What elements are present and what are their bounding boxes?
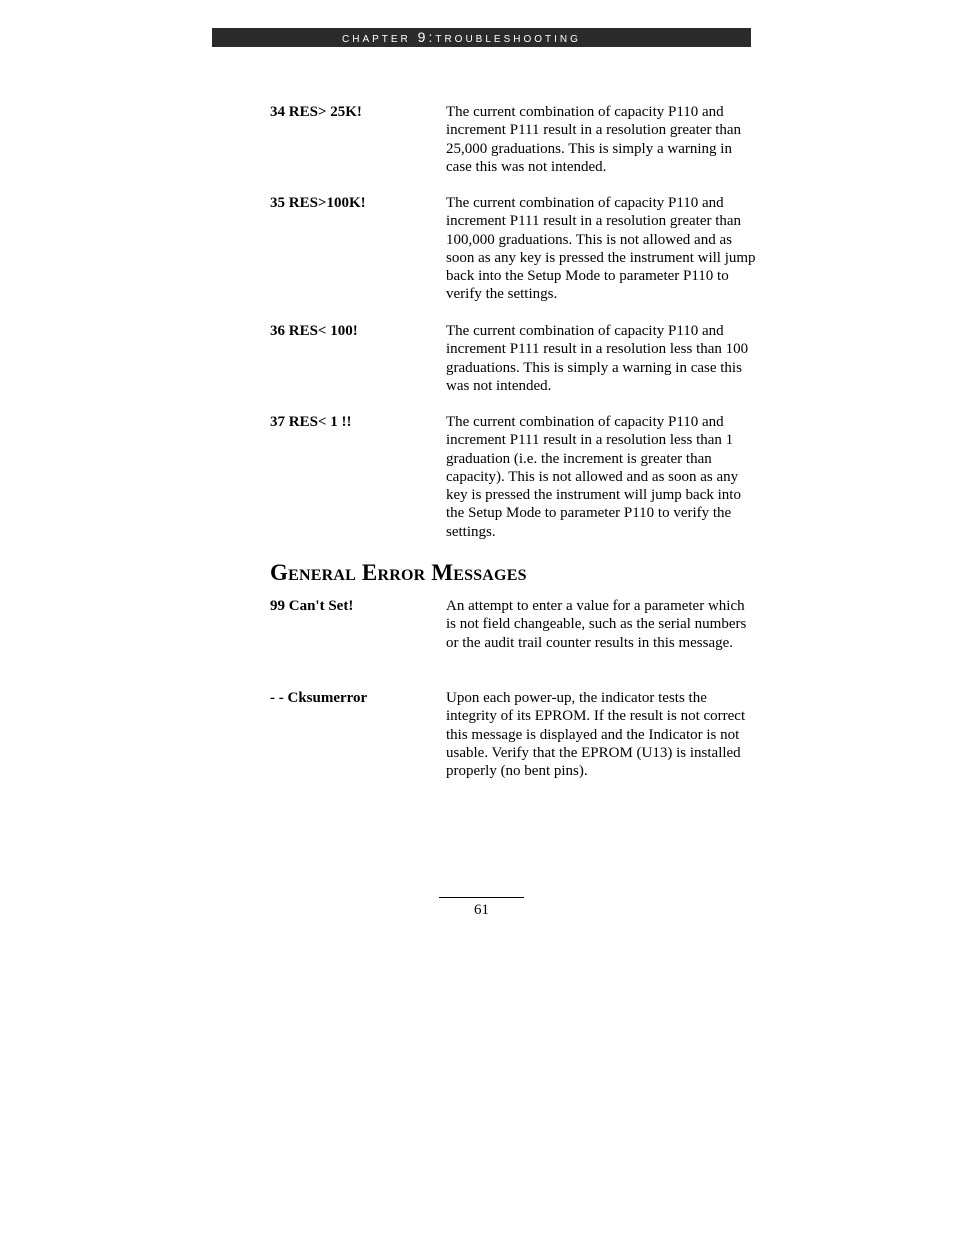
section-heading-general-errors: General Error Messages: [270, 560, 527, 585]
error-description: The current combination of capacity P110 and increment P111 result in a resolution less than 100 graduations. This is simply a warning in case this was not intended.: [446, 323, 749, 394]
error-description: Upon each power-up, the indicator tests the integrity of its EPROM. If the result is not correct this message is displayed and the Indicator is not usable. Verify that the EPROM (U13) is installed properly (no bent pins).: [446, 690, 746, 780]
error-code: 36 RES< 100!: [270, 323, 358, 339]
error-code: 37 RES< 1 !!: [270, 414, 352, 430]
error-description: An attempt to enter a value for a parameter which is not field changeable, such as the serial numbers or the audit trail counter results in this message.: [446, 598, 747, 651]
error-code: 99 Can't Set!: [270, 598, 354, 614]
footer-divider: [439, 897, 524, 898]
error-code: - - Cksumerror: [270, 690, 368, 706]
chapter-header-bar: [212, 28, 751, 47]
error-description: The current combination of capacity P110 and increment P111 result in a resolution greater than 100,000 graduations. This is not allowed and as soon as any key is pressed the instrument will jump back into the Setup Mode to parameter P110 to verify the settings.: [446, 195, 756, 303]
error-description: The current combination of capacity P110 and increment P111 result in a resolution less than 1 graduation (i.e. the increment is greater than capacity). This is not allowed and as soon as any key is pressed the instrument will jump back into the Setup Mode to parameter P110 to verify the settings.: [446, 414, 741, 540]
page-number: 61: [474, 902, 489, 918]
chapter-header-title: chapter 9:troubleshooting: [342, 29, 581, 45]
error-code: 34 RES> 25K!: [270, 104, 362, 120]
error-description: The current combination of capacity P110 and increment P111 result in a resolution greater than 25,000 graduations. This is simply a warning in case this was not intended.: [446, 104, 742, 175]
error-code: 35 RES>100K!: [270, 195, 366, 211]
